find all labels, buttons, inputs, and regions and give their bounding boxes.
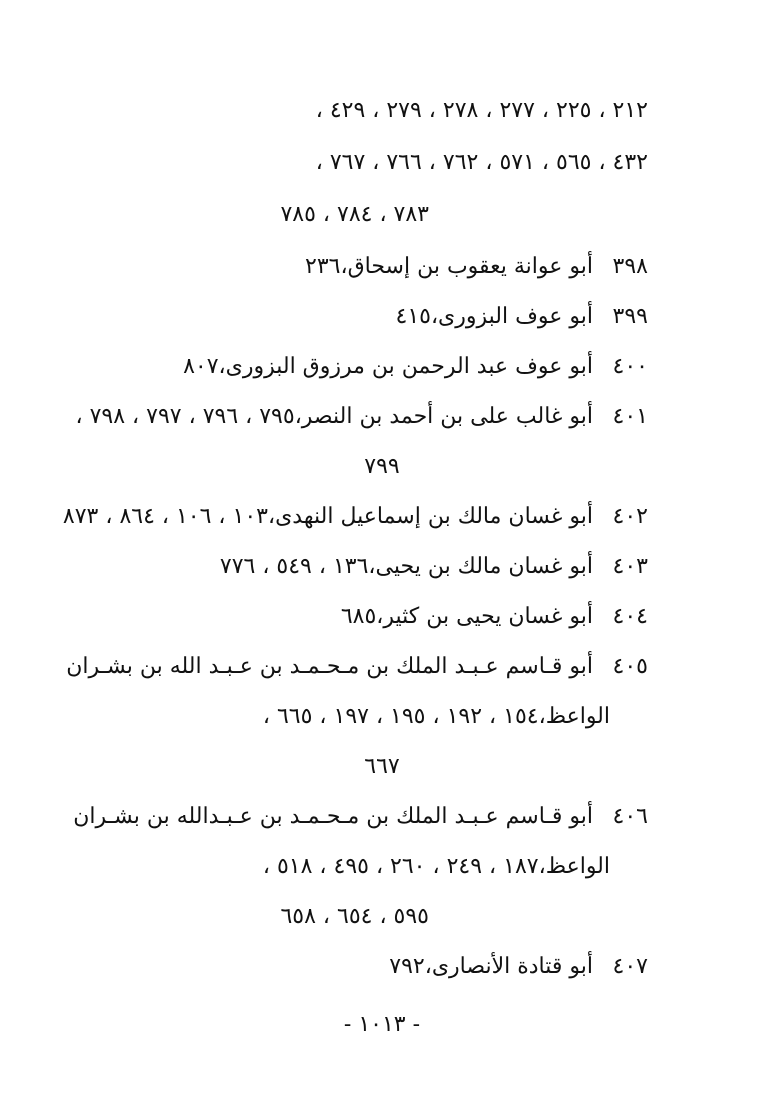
entry-text: أبو غالب على بن أحمد بن النصر،٧٩٥ ، ٧٩٦ ، ٧٩٧ ، ٧٩٨ ، [75,404,593,429]
entry-number: ٤٠٦ [612,804,648,829]
entry-number: ٤٠١ [612,404,648,429]
entry-text: أبو قـاسم عـبـد الملك بن مـحـمـد بن عـبـد الله بن بشـران [66,654,593,679]
entry-number: ٤٠٥ [612,654,648,679]
entry-text: أبو غسان مالك بن يحيى،١٣٦ ، ٥٤٩ ، ٧٧٦ [219,554,593,579]
entry-number: ٤٠٧ [612,954,648,979]
entry-number: ٤٠٢ [612,504,648,529]
entry-text: أبو عوانة يعقوب بن إسحاق،٢٣٦ [305,254,593,279]
entry-number: ٣٩٩ [612,304,648,329]
continuation-line-2: ٤٣٢ ، ٥٦٥ ، ٥٧١ ، ٧٦٢ ، ٧٦٦ ، ٧٦٧ ، [315,150,648,175]
page-number: - ١٠١٣ - [343,1012,421,1037]
entry-text: أبو غسان يحيى بن كثير،٦٨٥ [340,604,593,629]
entry-text: أبو قتادة الأنصارى،٧٩٢ [389,954,593,979]
entry-continuation: الواعظ،١٨٧ ، ٢٤٩ ، ٢٦٠ ، ٤٩٥ ، ٥١٨ ، [262,854,610,879]
entry-text: أبو عوف عبد الرحمن بن مرزوق البزورى،٨٠٧ [183,354,593,379]
entry-continuation: ٦٦٧ [364,754,400,779]
entry-text: أبو غسان مالك بن إسماعيل النهدى،١٠٣ ، ١٠٦ ، ٨٦٤ ، ٨٧٣ [62,504,593,529]
continuation-line-3: ٧٨٣ ، ٧٨٤ ، ٧٨٥ [280,202,429,227]
entry-number: ٤٠٠ [612,354,648,379]
entry-number: ٣٩٨ [612,254,648,279]
entry-number: ٤٠٤ [612,604,648,629]
continuation-line-1: ٢١٢ ، ٢٢٥ ، ٢٧٧ ، ٢٧٨ ، ٢٧٩ ، ٤٢٩ ، [315,98,648,123]
entry-number: ٤٠٣ [612,554,648,579]
entry-text: أبو قـاسم عـبـد الملك بن مـحـمـد بن عـبـدالله بن بشـران [73,804,593,829]
entry-continuation: ٥٩٥ ، ٦٥٤ ، ٦٥٨ [280,904,429,929]
entry-text: أبو عوف البزورى،٤١٥ [395,304,593,329]
entry-continuation: الواعظ،١٥٤ ، ١٩٢ ، ١٩٥ ، ١٩٧ ، ٦٦٥ ، [262,704,610,729]
entry-continuation: ٧٩٩ [364,454,400,479]
